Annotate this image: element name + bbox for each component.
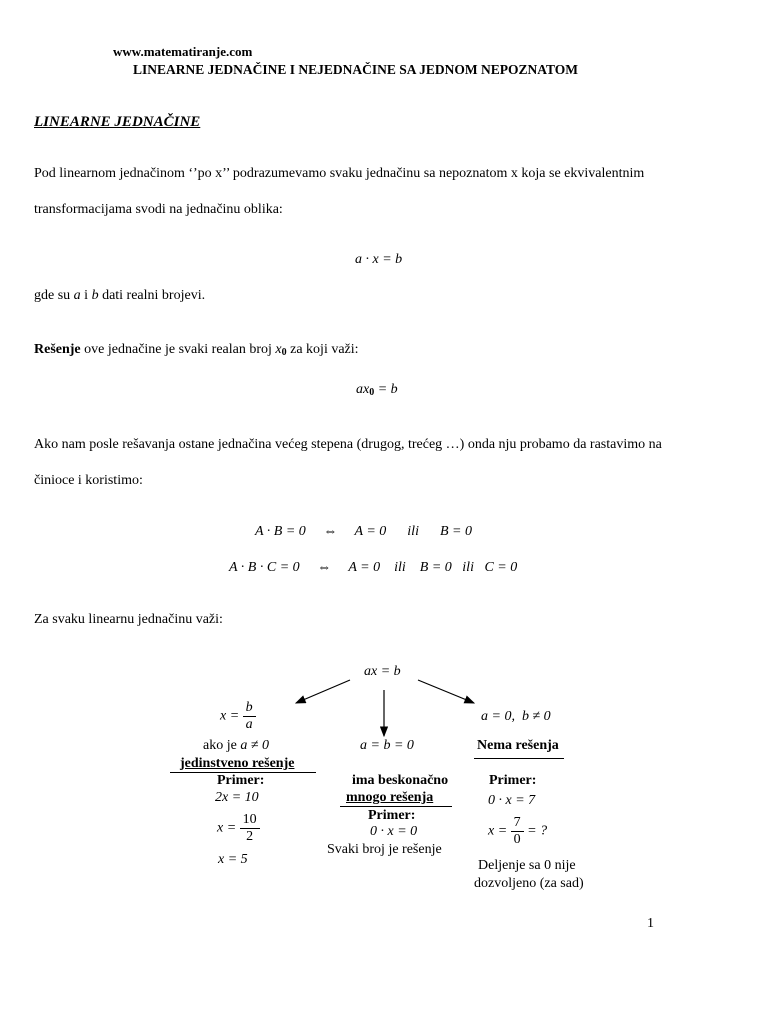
- middle-note: Svaki broj je rešenje: [327, 842, 442, 857]
- right-label-no-solution: Nema rešenja: [477, 738, 559, 753]
- left-frac-num: b: [243, 700, 256, 717]
- right-ex2-den: 0: [513, 832, 521, 847]
- right-primer: Primer:: [489, 773, 537, 788]
- p3-x: x: [275, 342, 282, 357]
- left-condition: [203, 738, 269, 754]
- p2-pre: gde su: [34, 288, 74, 303]
- left-ex2-pre: x =: [217, 820, 237, 836]
- right-example-2: [488, 815, 547, 848]
- equation-general-form: a · x = b: [355, 252, 403, 267]
- middle-label-line1: ima beskonačno: [352, 773, 449, 788]
- equation-product-two: A · B = 0 ⇔ A = 0 ili B = 0: [255, 524, 472, 539]
- p3-end: za koji važi:: [286, 342, 359, 357]
- left-cond-pre: ako je: [203, 738, 241, 753]
- right-condition: a = 0, b ≠ 0: [481, 709, 551, 724]
- left-example-3: x = 5: [218, 852, 248, 867]
- left-ex2-den: 2: [246, 829, 254, 844]
- paragraph-definition-line1: Pod linearnom jednačinom ‘’po x’’ podrazumevamo svaku jednačinu sa nepoznatom x koja se ekvivalentnim: [34, 166, 645, 181]
- site-url: www.matematiranje.com: [113, 44, 253, 59]
- left-x-eq: x =: [220, 708, 240, 724]
- equation-product-three: A · B · C = 0 ⇔ A = 0 ili B = 0 ili C = 0: [229, 560, 518, 575]
- eq2-rest: = b: [374, 382, 398, 397]
- left-ex2-fraction: [240, 812, 260, 845]
- arrow-right: [418, 680, 474, 703]
- left-frac-den: a: [245, 717, 253, 732]
- right-note-line1: Deljenje sa 0 nije: [478, 858, 576, 873]
- right-ex2-num: 7: [511, 815, 524, 832]
- middle-label-line2: mnogo rešenja: [346, 790, 434, 805]
- left-example-2: [217, 812, 260, 845]
- middle-primer: Primer:: [368, 808, 416, 823]
- p2-b: b: [91, 288, 99, 303]
- paragraph-solution: [34, 342, 359, 358]
- p3-rest: ove jednačine je svaki realan broj: [80, 342, 276, 357]
- p2-mid: i: [80, 288, 92, 303]
- diagram-root-equation: ax = b: [364, 664, 401, 679]
- right-ex2-fraction: [511, 815, 524, 848]
- paragraph-every-linear: Za svaku linearnu jednačinu važi:: [34, 612, 223, 627]
- right-underline: [474, 758, 564, 759]
- left-solution-formula: [220, 700, 256, 733]
- paragraph-higher-degree-line2: činioce i koristimo:: [34, 473, 143, 488]
- paragraph-definition-line2: transformacijama svodi na jednačinu oblika:: [34, 202, 283, 217]
- p3-sub: 0: [281, 347, 287, 358]
- eq2-sub: 0: [369, 387, 375, 398]
- page-number: 1: [647, 916, 654, 931]
- p2-a: a: [73, 288, 81, 303]
- middle-underline: [340, 806, 452, 807]
- arrow-left: [296, 680, 350, 703]
- section-heading: LINEARNE JEDNAČINE: [34, 114, 201, 130]
- right-note-line2: dozvoljeno (za sad): [474, 876, 584, 891]
- left-ex2-num: 10: [240, 812, 260, 829]
- right-ex2-pre: x =: [488, 823, 508, 839]
- left-label-unique: jedinstveno rešenje: [180, 756, 295, 771]
- right-ex2-post: = ?: [527, 823, 548, 839]
- document-title: LINEARNE JEDNAČINE I NEJEDNAČINE SA JEDNOM NEPOZNATOM: [133, 62, 579, 77]
- middle-condition: a = b = 0: [360, 738, 414, 753]
- p2-post: dati realni brojevi.: [98, 288, 206, 303]
- left-example-1: 2x = 10: [215, 790, 259, 805]
- eq2-ax: ax: [356, 382, 370, 397]
- equation-solution: [356, 382, 398, 398]
- solution-term: Rešenje: [34, 342, 81, 357]
- middle-example-1: 0 · x = 0: [370, 824, 418, 839]
- left-primer: Primer:: [217, 773, 265, 788]
- right-example-1: 0 · x = 7: [488, 793, 536, 808]
- left-fraction: [243, 700, 256, 733]
- paragraph-higher-degree-line1: Ako nam posle rešavanja ostane jednačina većeg stepena (drugog, trećeg …) onda nju probamo da rastavimo na: [34, 437, 662, 452]
- left-cond-math: a ≠ 0: [240, 738, 270, 753]
- paragraph-real-numbers: [34, 288, 205, 304]
